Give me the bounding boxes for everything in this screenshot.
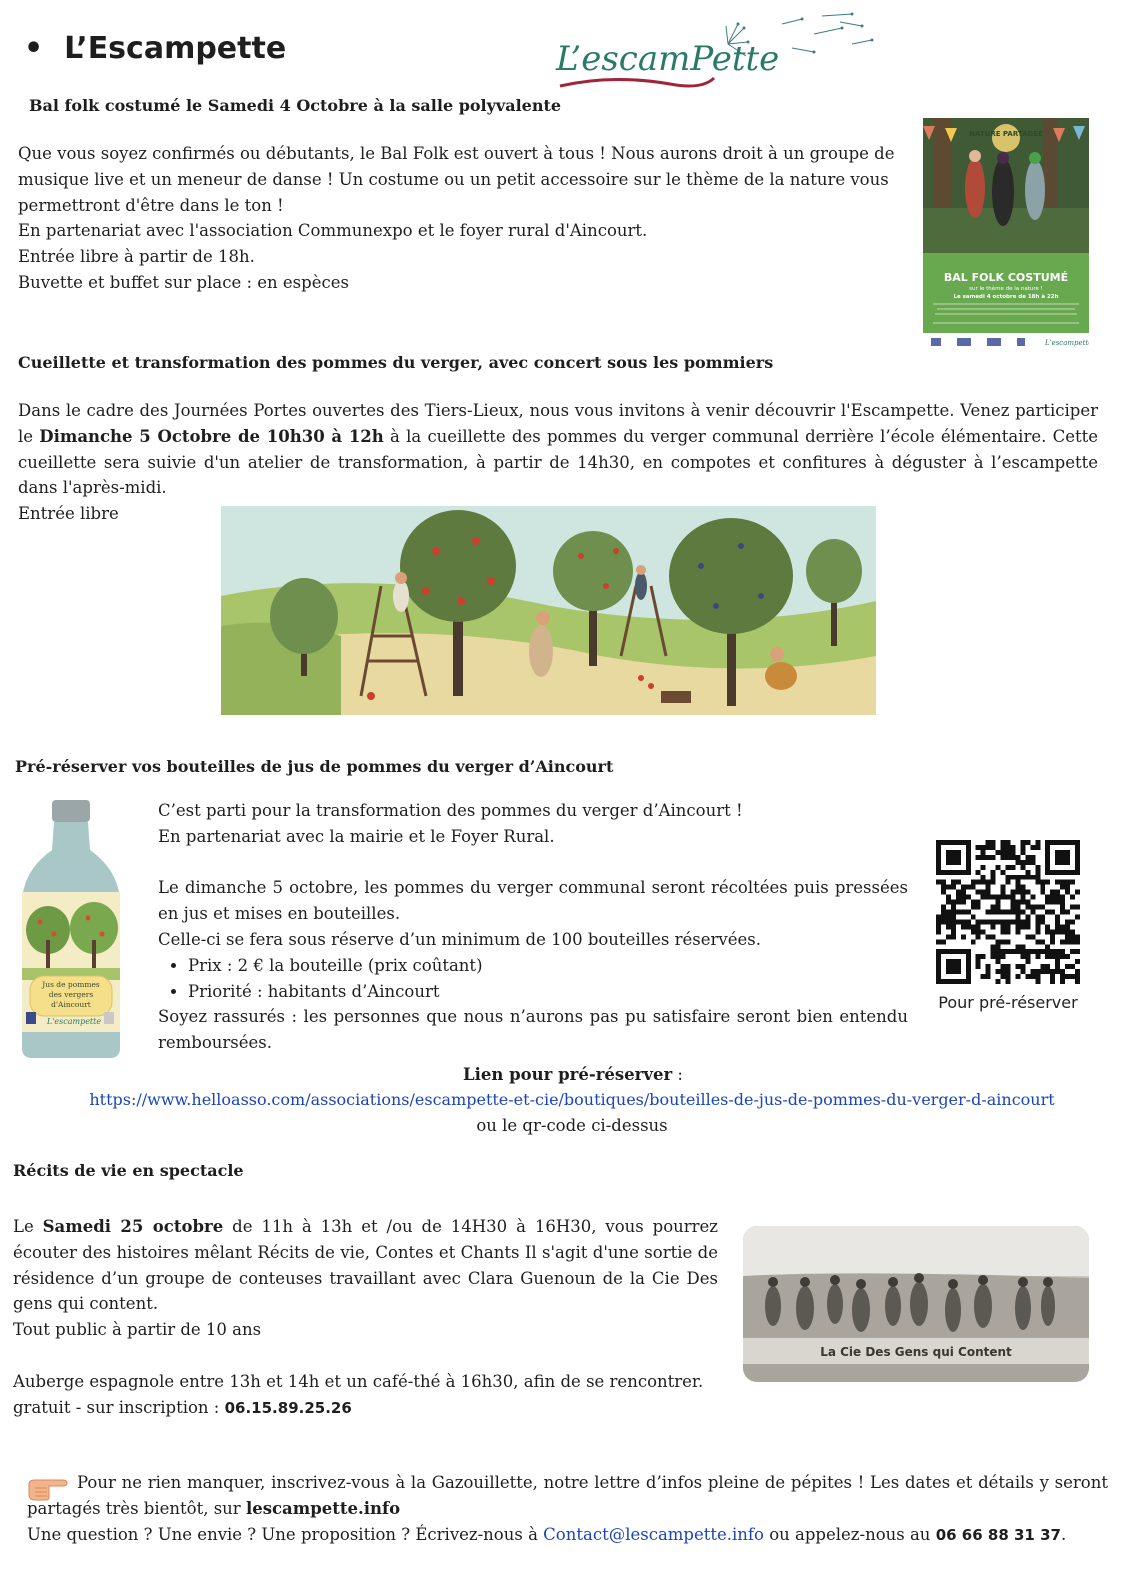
jus-reassure: Soyez rassurés : les personnes que nous n’aurons pas pu satisfaire seront bien entendu remboursées. <box>158 1007 908 1053</box>
recits-text <box>13 1214 718 1421</box>
jus-para2: Le dimanche 5 octobre, les pommes du verger communal seront récoltées puis pressées en jus et mises en bouteilles. <box>158 878 908 924</box>
svg-text:des vergers: des vergers <box>48 990 94 999</box>
footer-phone: 06 66 88 31 37 <box>935 1526 1061 1544</box>
svg-text:Le samedi 4 octobre de 18h à 2: Le samedi 4 octobre de 18h à 22h <box>953 294 1059 300</box>
juice-bottle-image <box>18 800 124 1060</box>
bal-line: En partenariat avec l'association Communexpo et le foyer rural d'Aincourt. <box>18 221 648 241</box>
section-title: • L’Escampette <box>24 31 287 66</box>
cueillette-entree: Entrée libre <box>18 504 119 524</box>
bal-paragraph <box>18 141 898 296</box>
recits-heading: Récits de vie en spectacle <box>13 1161 244 1180</box>
svg-text:L’escamPette: L’escamPette <box>556 39 780 79</box>
bal-poster <box>923 118 1089 350</box>
contact-line: Une question ? Une envie ? Une proposition ? Écrivez-nous à Contact@lescampette.info ou appelez-nous au 06 66 88 31 37. <box>27 1525 1067 1544</box>
jus-line3: Celle-ci se fera sous réserve d’un minimum de 100 bouteilles réservées. <box>158 929 761 949</box>
cueillette-heading: Cueillette et transformation des pommes du verger, avec concert sous les pommiers <box>18 353 774 372</box>
svg-text:d'Aincourt: d'Aincourt <box>51 1000 91 1009</box>
jus-text <box>158 798 908 1056</box>
cueillette-date: Dimanche 5 Octobre de 10h30 à 12h <box>39 426 384 446</box>
bal-line: musique live et un meneur de danse ! Un costume ou un petit accessoire sur le thème de la nature vous <box>18 169 889 189</box>
recits-date: Samedi 25 octobre <box>42 1217 224 1236</box>
qr-caption: Pour pré-réserver <box>938 993 1078 1012</box>
recits-phone: 06.15.89.25.26 <box>224 1398 352 1417</box>
bal-heading: Bal folk costumé le Samedi 4 Octobre à la salle polyvalente <box>29 96 562 115</box>
svg-text:NATURE PARTAGÉE: NATURE PARTAGÉE <box>969 130 1043 138</box>
cueillette-paragraph: Dans le cadre des Journées Portes ouvertes des Tiers-Lieux, nous vous invitons à venir découvrir l'Escampette. Venez participer le Dimanche 5 Octobre de 10h30 à 12h à la cueillette des pommes du verger communal derrière l’école élémentaire. Cette cueillette sera suivie d'un atelier de transformation, à partir de 14h30, en compotes et confitures à déguster à l’escampette dans l'après-midi. Entrée libre <box>18 401 1098 524</box>
svg-text:L'escampette: L'escampette <box>46 1017 102 1026</box>
jus-line2: En partenariat avec la mairie et le Foyer Rural. <box>158 826 555 846</box>
svg-text:L'escampette: L'escampette <box>1045 339 1089 347</box>
svg-text:Jus de pommes: Jus de pommes <box>42 980 100 989</box>
svg-text:BAL FOLK COSTUMÉ: BAL FOLK COSTUMÉ <box>943 271 1069 284</box>
link-label-line: Lien pour pré-réserver : <box>463 1065 683 1084</box>
site-link[interactable]: lescampette.info <box>245 1498 401 1518</box>
bal-line: Entrée libre à partir de 18h. <box>18 247 255 267</box>
escampette-logo <box>552 4 892 100</box>
blank-line <box>158 850 908 876</box>
recits-paragraph: Le Samedi 25 octobre de 11h à 13h et /ou de 14H30 à 16H30, vous pourrez écouter des histoires mêlant Récits de vie, Contes et Chants Il s'agit d'une sortie de résidence d’un groupe de conteuses travaillant avec Clara Guenoun de la Cie Des gens qui content. <box>13 1217 718 1314</box>
recits-gratuit: gratuit - sur inscription : 06.15.89.25.26 <box>13 1397 352 1417</box>
bullet-glyph: • <box>24 31 65 66</box>
bal-line: permettront d'être dans le ton ! <box>18 195 284 215</box>
email-link[interactable]: Contact@lescampette.info <box>543 1525 764 1544</box>
jus-bullets <box>158 953 908 1005</box>
or-qr-text: ou le qr-code ci-dessus <box>476 1116 668 1135</box>
recits-audience: Tout public à partir de 10 ans <box>13 1320 262 1340</box>
bullet-priority: • Priorité : habitants d’Aincourt <box>188 979 908 1005</box>
recits-auberge: Auberge espagnole entre 13h et 14h et un café-thé à 16h30, afin de se rencontrer. <box>13 1371 704 1391</box>
blank-line <box>13 1343 718 1369</box>
svg-text:sur le thème de la nature !: sur le thème de la nature ! <box>969 286 1043 292</box>
qr-code[interactable] <box>936 840 1080 984</box>
bal-line: Buvette et buffet sur place : en espèces <box>18 272 349 292</box>
newsletter-paragraph: Pour ne rien manquer, inscrivez-vous à la Gazouillette, notre lettre d’infos pleine de pépites ! Les dates et détails y seront partagés très bientôt, sur lescampette.info <box>27 1473 1108 1518</box>
bullet-price: • Prix : 2 € la bouteille (prix coûtant) <box>188 953 908 979</box>
svg-text:La Cie Des Gens qui Content: La Cie Des Gens qui Content <box>820 1345 1012 1359</box>
link-label: Lien pour pré-réserver <box>463 1065 673 1084</box>
helloasso-link[interactable]: https://www.helloasso.com/associations/escampette-et-cie/boutiques/bouteilles-de-jus-de-pommes-du-verger-d-aincourt <box>89 1090 1055 1109</box>
jus-heading: Pré-réserver vos bouteilles de jus de pommes du verger d’Aincourt <box>15 757 614 776</box>
jus-line1: C’est parti pour la transformation des pommes du verger d’Aincourt ! <box>158 801 743 820</box>
link-line <box>0 1087 1122 1113</box>
conteuses-photo <box>743 1226 1089 1382</box>
bal-line: Que vous soyez confirmés ou débutants, le Bal Folk est ouvert à tous ! Nous aurons droit à un groupe de <box>18 144 895 163</box>
orchard-illustration <box>221 506 876 715</box>
